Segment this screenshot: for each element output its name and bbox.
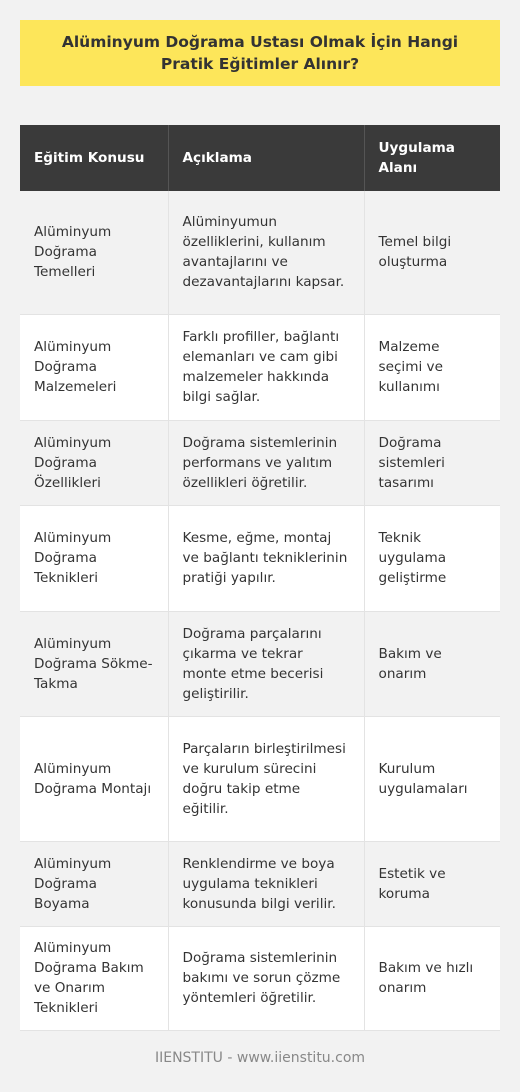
table-row: [20, 314, 500, 420]
page-title: Alüminyum Doğrama Ustası Olmak İçin Hangi Pratik Eğitimler Alınır?: [61, 33, 459, 73]
cell-topic: Alüminyum Doğrama Montajı: [20, 716, 168, 841]
cell-application-area: Estetik ve koruma: [364, 841, 500, 926]
table-row: [20, 611, 500, 716]
cell-topic: Alüminyum Doğrama Özellikleri: [20, 420, 168, 505]
cell-application-area: Doğrama sistemleri tasarımı: [364, 420, 500, 505]
cell-topic: Alüminyum Doğrama Boyama: [20, 841, 168, 926]
cell-description: Farklı profiller, bağlantı elemanları ve cam gibi malzemeler hakkında bilgi sağlar.: [168, 314, 364, 420]
cell-description: Parçaların birleştirilmesi ve kurulum sürecini doğru takip etme eğitilir.: [168, 716, 364, 841]
table-row: [20, 716, 500, 841]
table-header-row: [20, 125, 500, 191]
cell-description: Doğrama sistemlerinin bakımı ve sorun çözme yöntemleri öğretilir.: [168, 926, 364, 1030]
table-row: [20, 926, 500, 1030]
cell-topic: Alüminyum Doğrama Temelleri: [20, 191, 168, 314]
table-row: [20, 841, 500, 926]
cell-application-area: Bakım ve onarım: [364, 611, 500, 716]
cell-topic: Alüminyum Doğrama Bakım ve Onarım Teknikleri: [20, 926, 168, 1030]
cell-application-area: Temel bilgi oluşturma: [364, 191, 500, 314]
cell-description: Doğrama parçalarını çıkarma ve tekrar monte etme becerisi geliştirilir.: [168, 611, 364, 716]
cell-application-area: Bakım ve hızlı onarım: [364, 926, 500, 1030]
cell-application-area: Kurulum uygulamaları: [364, 716, 500, 841]
cell-description: Alüminyumun özelliklerini, kullanım avantajlarını ve dezavantajlarını kapsar.: [168, 191, 364, 314]
cell-topic: Alüminyum Doğrama Malzemeleri: [20, 314, 168, 420]
header-application-area: Uygulama Alanı: [364, 125, 500, 191]
title-banner: [20, 20, 500, 86]
table-row: [20, 420, 500, 505]
cell-description: Renklendirme ve boya uygulama teknikleri konusunda bilgi verilir.: [168, 841, 364, 926]
cell-topic: Alüminyum Doğrama Teknikleri: [20, 505, 168, 611]
table-row: [20, 505, 500, 611]
cell-description: Doğrama sistemlerinin performans ve yalıtım özellikleri öğretilir.: [168, 420, 364, 505]
header-description: Açıklama: [168, 125, 364, 191]
table-row: [20, 191, 500, 314]
cell-application-area: Malzeme seçimi ve kullanımı: [364, 314, 500, 420]
footer-credit: IIENSTITU - www.iienstitu.com: [154, 1050, 366, 1066]
cell-application-area: Teknik uygulama geliştirme: [364, 505, 500, 611]
header-topic: Eğitim Konusu: [20, 125, 168, 191]
training-table: [20, 125, 500, 1031]
cell-description: Kesme, eğme, montaj ve bağlantı tekniklerinin pratiği yapılır.: [168, 505, 364, 611]
cell-topic: Alüminyum Doğrama Sökme-Takma: [20, 611, 168, 716]
